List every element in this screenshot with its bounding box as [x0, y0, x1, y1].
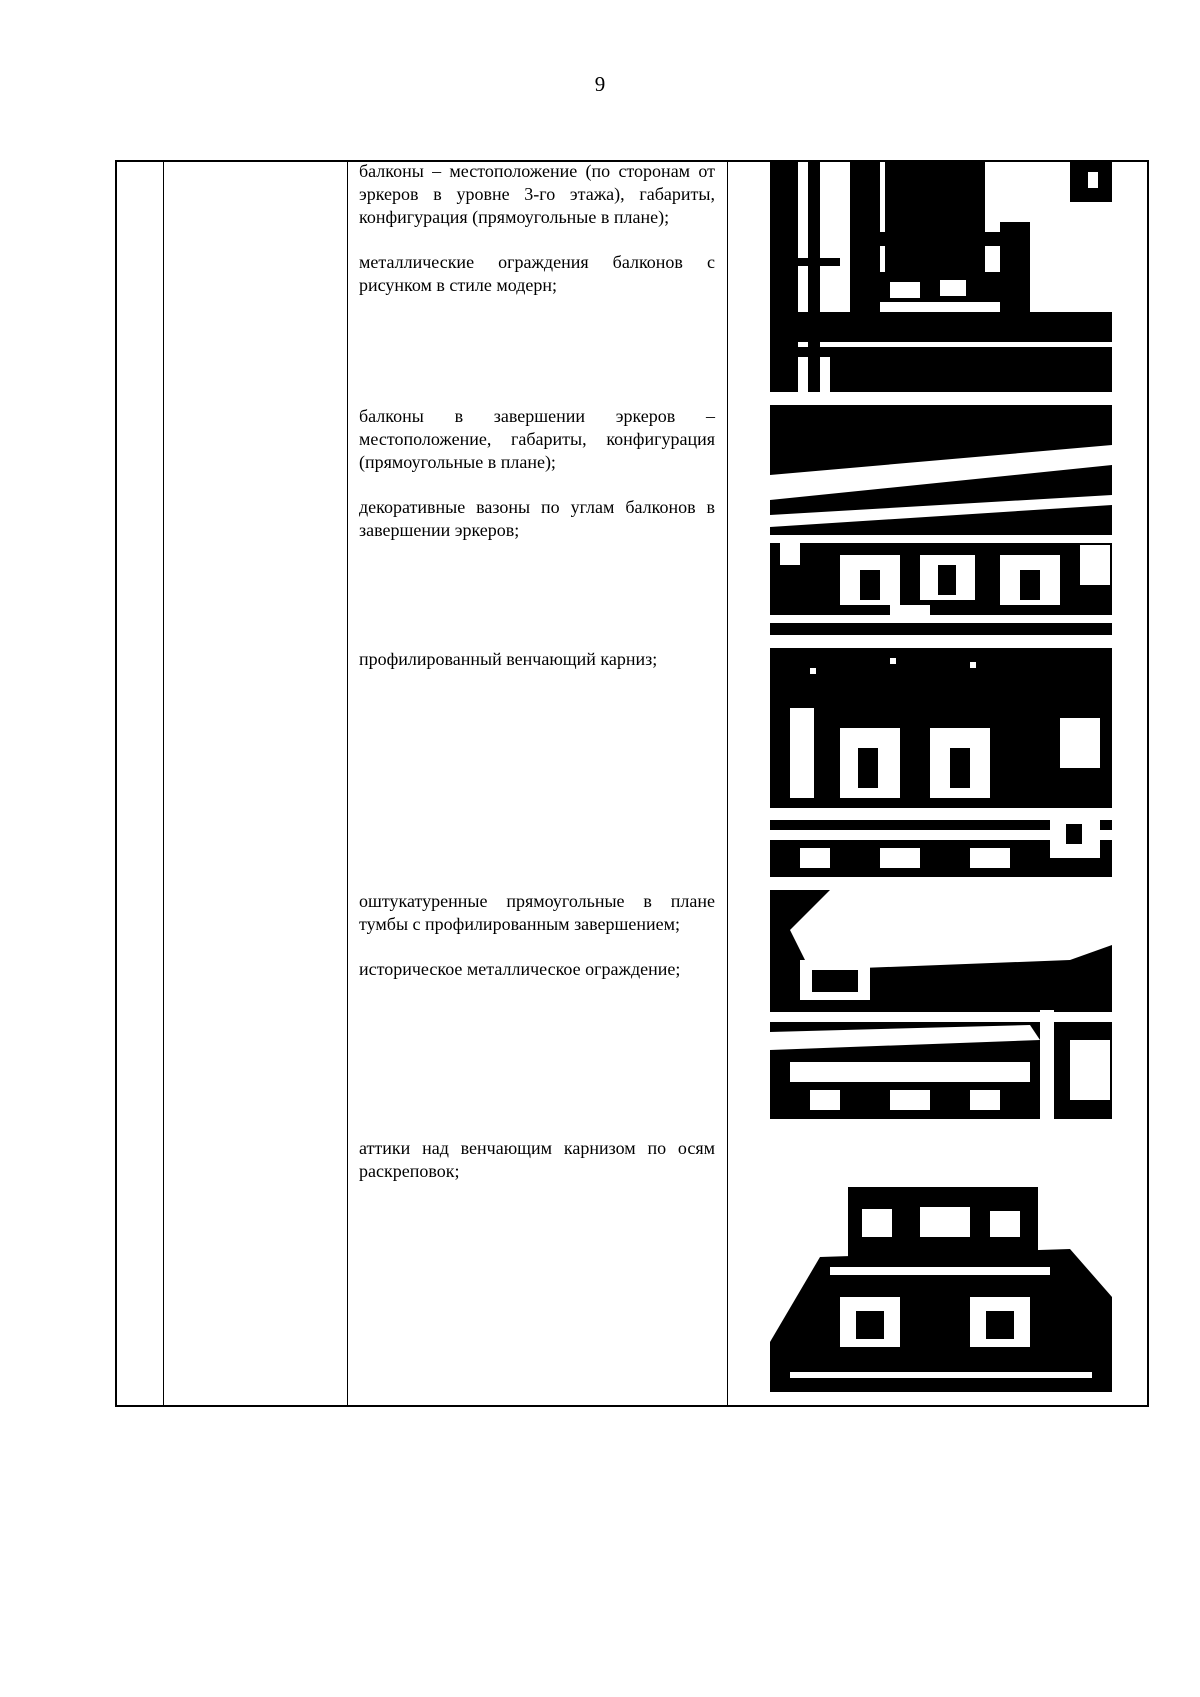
feature-text: оштукатуренные прямоугольные в плане тумбы с профилированным завершением; — [359, 891, 715, 934]
feature-text: аттики над венчающим карнизом по осям раскреповок; — [359, 1138, 715, 1181]
photo-cornice — [770, 648, 1112, 877]
feature-description-attics — [359, 1137, 715, 1205]
photo-balconies-3rd-floor — [770, 162, 1112, 392]
photo-erker-balconies — [770, 405, 1112, 635]
feature-text: историческое металлическое ограждение; — [359, 959, 681, 979]
feature-text: балконы – местоположение (по сторонам от эркеров в уровне 3-го этажа), габариты, конфигурация (прямоугольные в плане); — [359, 161, 715, 227]
column-divider-1 — [163, 162, 164, 1405]
column-divider-2 — [347, 162, 348, 1405]
protected-features-table — [115, 160, 1149, 1407]
feature-text: профилированный венчающий карниз; — [359, 649, 658, 669]
photo-pedestals-railing — [770, 890, 1112, 1119]
feature-description-erker-balconies — [359, 405, 715, 564]
page-number: 9 — [594, 72, 606, 96]
column-divider-3 — [727, 162, 728, 1405]
feature-description-balconies — [359, 160, 715, 319]
feature-description-cornice — [359, 648, 715, 693]
photo-attics — [770, 1187, 1112, 1392]
feature-text: металлические ограждения балконов с рисунком в стиле модерн; — [359, 252, 715, 295]
feature-description-pedestals — [359, 890, 715, 1003]
feature-text: балконы в завершении эркеров – местоположение, габариты, конфигурация (прямоугольные в плане); — [359, 406, 715, 472]
feature-text: декоративные вазоны по углам балконов в завершении эркеров; — [359, 497, 715, 540]
